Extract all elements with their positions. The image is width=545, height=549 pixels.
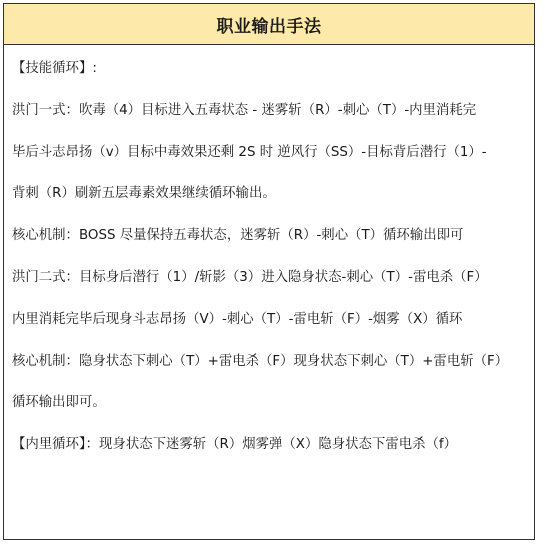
text-line: 毕后斗志昂扬（v）目标中毒效果还剩 2S 时 逆风行（SS）-目标背后潜行（1）-	[12, 145, 487, 160]
text-line: 洪门二式：目标身后潜行（1）/斩影（3）进入隐身状态-刺心（T）-雷电杀（F）	[12, 270, 488, 285]
skill-card	[3, 3, 535, 540]
inner-cycle-line: 【内里循环】：现身状态下迷雾斩（R）烟雾弹（X）隐身状态下雷电杀（f）	[12, 437, 457, 452]
text-line: 循环输出即可。	[12, 395, 106, 410]
card-header	[4, 4, 534, 45]
text-line: 内里消耗完毕后现身斗志昂扬（V）-刺心（T）-雷电斩（F）-烟雾（X）循环	[12, 312, 463, 327]
card-title: 职业输出手法	[216, 16, 322, 37]
text-line: 洪门一式：吹毒（4）目标进入五毒状态 - 迷雾斩（R）-刺心（T）-内里消耗完	[12, 103, 477, 118]
text-line: 核心机制：BOSS 尽量保持五毒状态，迷雾斩（R）-刺心（T）循环输出即可	[12, 228, 464, 243]
text-line: 背刺（R）刷新五层毒素效果继续循环输出。	[12, 186, 276, 201]
skill-cycle-heading: 【技能循环】:	[12, 61, 97, 76]
text-line: 核心机制：隐身状态下刺心（T）+雷电杀（F）现身状态下刺心（T）+雷电斩（F）	[12, 354, 509, 369]
